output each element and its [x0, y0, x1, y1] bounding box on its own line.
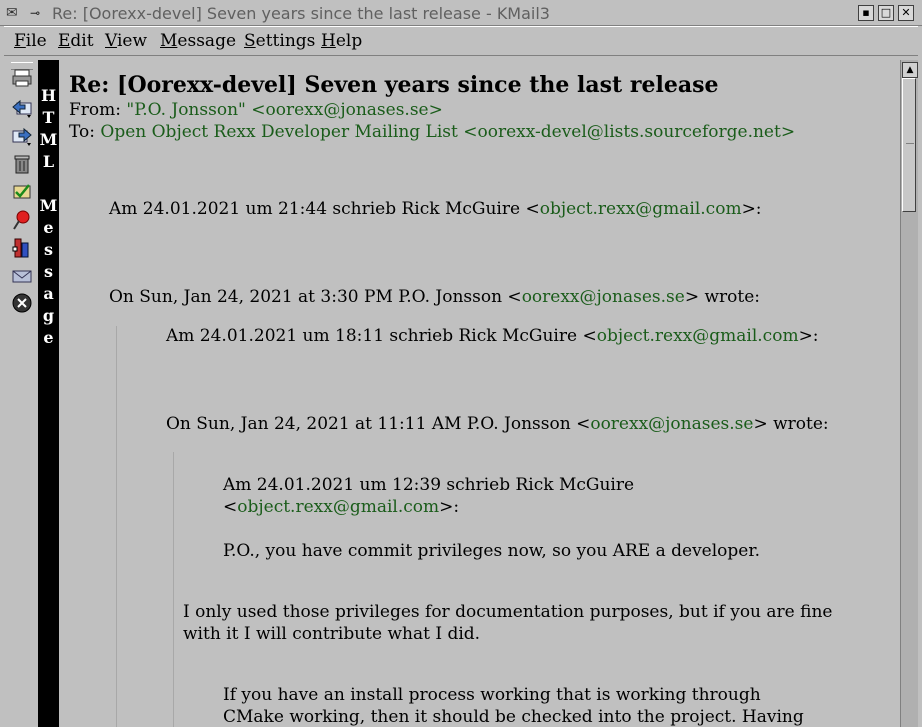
email-link[interactable]: object.rexx@gmail.com: [539, 199, 742, 219]
email-link[interactable]: object.rexx@gmail.com: [596, 326, 799, 346]
from-label: From:: [69, 100, 127, 120]
body-line: P.O., you have commit privileges now, so you ARE a developer.: [223, 541, 761, 561]
banner-letter: M: [39, 130, 58, 149]
menu-settings[interactable]: Settings: [244, 31, 316, 51]
email-link[interactable]: object.rexx@gmail.com: [237, 497, 440, 517]
close-button[interactable]: ✕: [898, 5, 914, 21]
body-line: Am 24.01.2021 um 12:39 schrieb Rick McGuire: [223, 475, 635, 495]
message-view[interactable]: [59, 60, 900, 727]
body-line: On Sun, Jan 24, 2021 at 11:11 AM P.O. Jonsson <oorexx@jonases.se> wrote:: [166, 414, 829, 434]
message-subject: Re: [Oorexx-devel] Seven years since the last release: [69, 72, 719, 98]
banner-letter: M: [39, 196, 58, 215]
banner-letter: e: [43, 218, 54, 237]
filter-icon[interactable]: [10, 237, 34, 261]
vertical-scrollbar[interactable]: [900, 60, 918, 727]
reply-icon[interactable]: [10, 97, 34, 121]
banner-letter: s: [43, 262, 53, 281]
quote-bar: [173, 452, 174, 727]
window-title: Re: [Oorexx-devel] Seven years since the last release - KMail3: [52, 4, 550, 23]
body-line: If you have an install process working that is working through: [223, 685, 761, 705]
banner-letter: a: [43, 284, 54, 303]
menu-file[interactable]: File: [14, 31, 47, 51]
scrollbar-thumb[interactable]: [902, 78, 916, 212]
from-link[interactable]: "P.O. Jonsson" <oorexx@jonases.se>: [126, 100, 443, 120]
print-icon[interactable]: [10, 68, 34, 92]
flag-icon[interactable]: [10, 209, 34, 233]
menu-view[interactable]: View: [105, 31, 148, 51]
maximize-button[interactable]: □: [878, 5, 894, 21]
body-line: CMake working, then it should be checked into the project. Having: [223, 707, 804, 727]
banner-letter: e: [43, 328, 54, 347]
to-link[interactable]: Open Object Rexx Developer Mailing List <oorexx-devel@lists.sourceforge.net>: [100, 122, 796, 142]
mail-icon[interactable]: [10, 265, 34, 289]
vertical-toolbar: [8, 60, 36, 727]
email-link[interactable]: oorexx@jonases.se: [590, 414, 754, 434]
body-line: Am 24.01.2021 um 21:44 schrieb Rick McGuire <object.rexx@gmail.com>:: [109, 199, 762, 219]
body-line: I only used those privileges for documentation purposes, but if you are fine: [183, 602, 833, 622]
scroll-up-icon[interactable]: ▲: [902, 62, 918, 78]
grip-icon: [906, 143, 914, 145]
banner-letter: T: [42, 108, 55, 127]
body-line: Am 24.01.2021 um 18:11 schrieb Rick McGuire <object.rexx@gmail.com>:: [166, 326, 819, 346]
to-header: [69, 122, 795, 142]
email-link[interactable]: oorexx@jonases.se: [521, 287, 685, 307]
banner-letter: g: [42, 306, 55, 325]
quote-bar: [116, 326, 117, 727]
forward-icon[interactable]: [10, 125, 34, 149]
pin-icon[interactable]: ⊸: [30, 6, 41, 20]
kmail-app-icon[interactable]: ✉: [6, 5, 18, 21]
from-header: [69, 100, 443, 120]
menu-help[interactable]: Help: [321, 31, 363, 51]
body-line: <object.rexx@gmail.com>:: [223, 497, 460, 517]
minimize-button[interactable]: ▪: [858, 5, 874, 21]
body-line: with it I will contribute what I did.: [183, 624, 481, 644]
trash-icon[interactable]: [10, 153, 34, 177]
body-line: On Sun, Jan 24, 2021 at 3:30 PM P.O. Jonsson <oorexx@jonases.se> wrote:: [109, 287, 760, 307]
to-label: To:: [69, 122, 101, 142]
stop-icon[interactable]: [10, 292, 34, 316]
menu-edit[interactable]: Edit: [58, 31, 94, 51]
html-message-banner: [38, 60, 59, 727]
mark-icon[interactable]: [10, 181, 34, 205]
banner-letter: [38, 173, 59, 195]
title-bar: [0, 0, 922, 26]
banner-letter: s: [43, 240, 53, 259]
banner-letter: H: [40, 86, 57, 105]
menu-message[interactable]: Message: [160, 31, 237, 51]
banner-letter: L: [42, 152, 55, 171]
menu-bar: [4, 26, 918, 56]
